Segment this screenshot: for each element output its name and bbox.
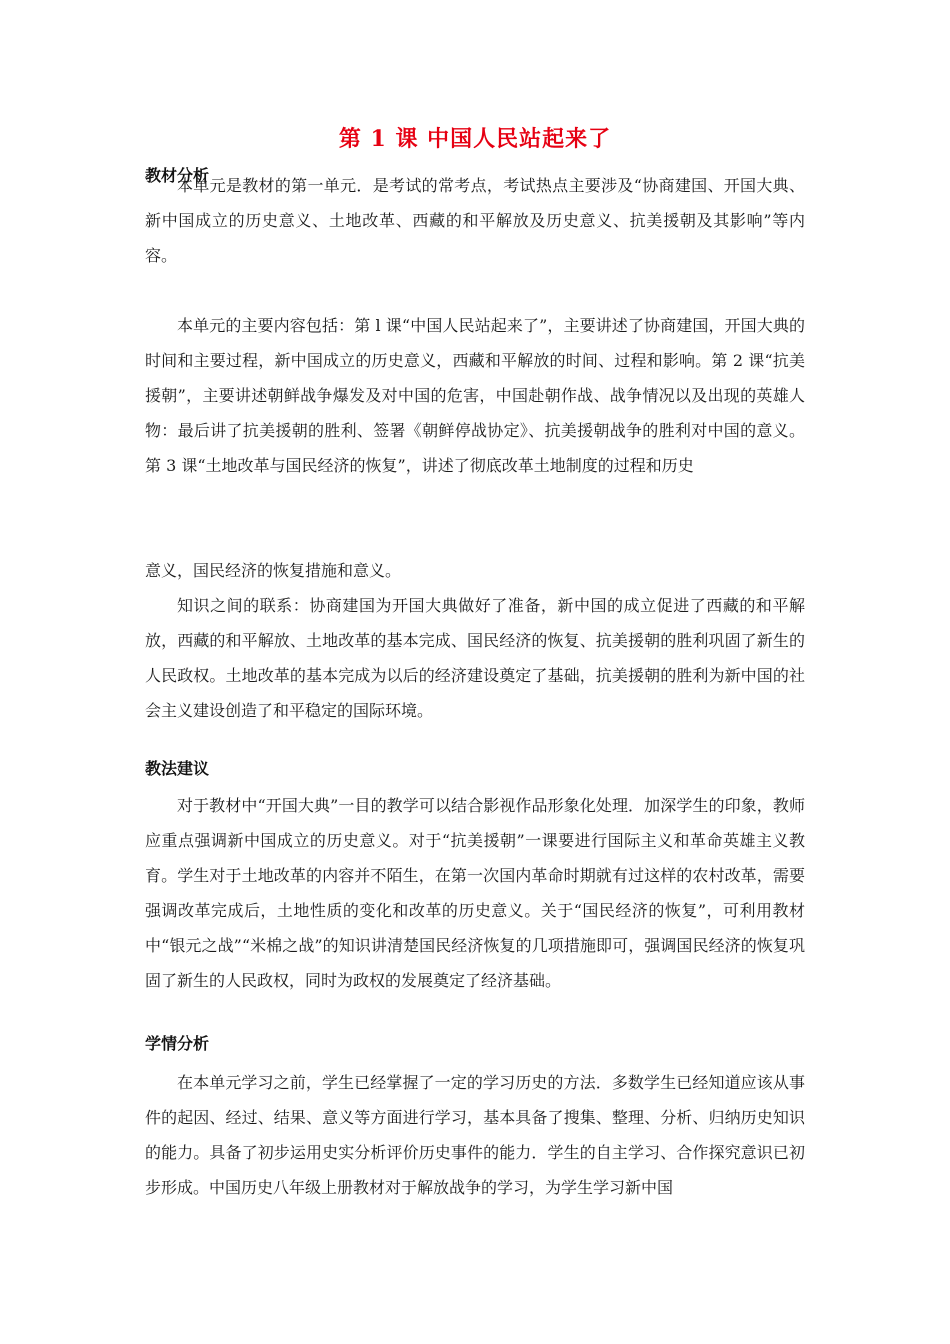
paragraph-unit-overview: 本单元是教材的第一单元．是考试的常考点，考试热点主要涉及“协商建国、开国大典、新中国成立的历史意义、土地改革、西藏的和平解放及历史意义、抗美援朝及其影响”等内容。: [145, 176, 805, 265]
section-heading-textbook-analysis: 教材分析: [145, 166, 210, 185]
section-heading-teaching-suggestions: 教法建议: [145, 759, 210, 778]
paragraph-learner-analysis: 在本单元学习之前，学生已经掌握了一定的学习历史的方法．多数学生已经知道应该从事件的起因、经过、结果、意义等方面进行学习，基本具备了搜集、整理、分析、归纳历史知识的能力。具备了初步运用史实分析评价历史事件的能力．学生的自主学习、合作探究意识已初步形成。中国历史八年级上册教材对于解放战争的学习，为学生学习新中国: [145, 1073, 805, 1197]
lesson-title: 第 1 课 中国人民站起来了: [338, 126, 612, 152]
paragraph-unit-content-continued: 意义，国民经济的恢复措施和意义。: [145, 561, 402, 580]
paragraph-teaching-suggestions: 对于教材中“开国大典”一目的教学可以结合影视作品形象化处理．加深学生的印象，教师应重点强调新中国成立的历史意义。对于“抗美援朝”一课要进行国际主义和革命英雄主义教育。学生对于土地改革的内容并不陌生，在第一次国内革命时期就有过这样的农村改革，需要强调改革完成后，土地性质的变化和改革的历史意义。关于“国民经济的恢复”，可利用教材中“银元之战”“米棉之战”的知识讲清楚国民经济恢复的几项措施即可，强调国民经济的恢复巩固了新生的人民政权，同时为政权的发展奠定了经济基础。: [145, 796, 805, 990]
paragraph-knowledge-links: 知识之间的联系：协商建国为开国大典做好了准备，新中国的成立促进了西藏的和平解放，西藏的和平解放、土地改革的基本完成、国民经济的恢复、抗美援朝的胜利巩固了新生的人民政权。土地改革的基本完成为以后的经济建设奠定了基础，抗美援朝的胜利为新中国的社会主义建设创造了和平稳定的国际环境。: [145, 596, 805, 720]
paragraph-unit-content: 本单元的主要内容包括：第 l 课“中国人民站起来了”，主要讲述了协商建国，开国大典的时间和主要过程，新中国成立的历史意义，西藏和平解放的时间、过程和影响。第 2 课“抗美援朝”，主要讲述朝鲜战争爆发及对中国的危害，中国赴朝作战、战争情况以及出现的英雄人物：最后讲了抗美援朝的胜利、签署《朝鲜停战协定》、抗美援朝战争的胜利对中国的意义。第 3 课“土地改革与国民经济的恢复”，讲述了彻底改革土地制度的过程和历史: [145, 316, 805, 475]
section-heading-learner-analysis: 学情分析: [145, 1034, 210, 1053]
